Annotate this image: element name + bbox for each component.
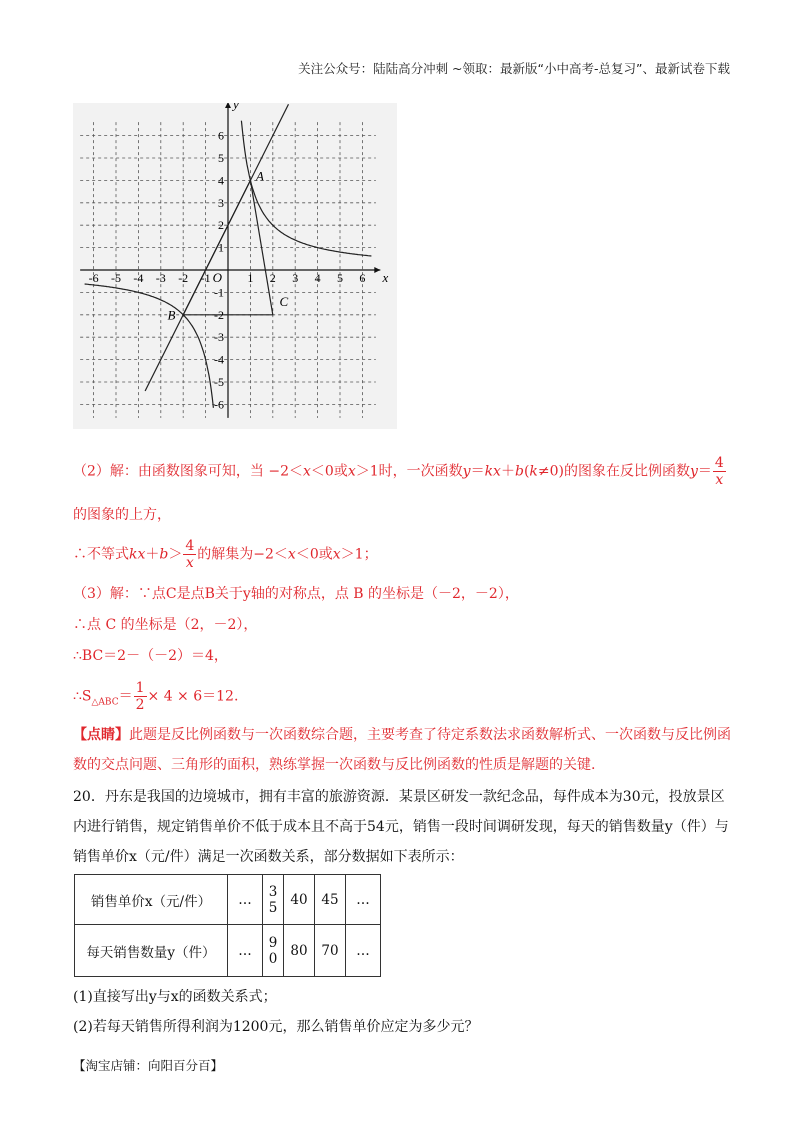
table-cell: 40 xyxy=(284,875,315,925)
y-tick-label: -2 xyxy=(214,307,224,322)
y-axis-label: y xyxy=(233,103,239,112)
question-1: (1)直接写出y与x的函数关系式； xyxy=(73,989,277,1005)
x-tick-label: -2 xyxy=(178,271,189,285)
y-tick-label: -4 xyxy=(214,352,224,367)
x-tick-label: 5 xyxy=(337,271,343,285)
y-tick-label: -3 xyxy=(214,330,224,345)
table-cell: 90 xyxy=(263,925,284,977)
x-tick-label: 3 xyxy=(292,271,299,285)
solution-part2-line2: 的图象的上方， xyxy=(73,507,171,523)
problem-20-text: 20．丹东是我国的边境城市，拥有丰富的旅游资源．某景区研发一款纪念品，每件成本为30元，投放景区内进行销售，规定销售单价不低于成本且不高于54元，销售一段时间调研发现，每天的销售数量y（件）与销售单价x（元/件）满足一次函数关系，部分数据如下表所示： xyxy=(73,789,729,865)
solution-part3-line3: ∴BC＝2－（－2）＝4， xyxy=(73,648,228,664)
y-tick-label: 2 xyxy=(218,218,224,233)
y-tick-label: 3 xyxy=(218,195,224,210)
point-a-label: A xyxy=(256,168,264,184)
x-tick-label: -1 xyxy=(200,271,211,285)
x-tick-label: 6 xyxy=(359,271,366,285)
table-cell: 45 xyxy=(315,875,346,925)
table-cell: 80 xyxy=(284,925,315,977)
y-tick-label: -5 xyxy=(214,375,224,389)
y-tick-label: 6 xyxy=(218,128,224,143)
solution-part2-line1: （2）解：由函数图象可知，当 −2＜x＜0或x＞1时，一次函数y＝kx＋b(k≠0)的图象在反比例函数y＝ $\frac{4}{x}$ xyxy=(73,455,724,488)
hyperbola-branch-2 xyxy=(85,284,214,408)
table-cell: … xyxy=(228,925,263,977)
y-tick-label: 4 xyxy=(218,173,224,188)
question-2: (2)若每天销售所得利润为1200元，那么销售单价应定为多少元？ xyxy=(73,1019,479,1035)
table-row xyxy=(75,875,381,925)
x-tick-label: 2 xyxy=(269,271,276,285)
x-tick-label: 1 xyxy=(247,271,254,285)
x-tick-label: -6 xyxy=(88,271,99,285)
solution-inequality: ∴不等式kx＋b＞ $\frac{4}{x}$ 的解集为−2＜x＜0或x＞1； xyxy=(73,538,378,571)
x-tick-label: -5 xyxy=(111,271,121,285)
page-header: 关注公众号：陆陆高分冲刺 ~领取：最新版“小中高考-总复习”、最新试卷下载 xyxy=(298,61,730,76)
x-tick-label: -4 xyxy=(133,271,144,285)
table-cell: 70 xyxy=(315,925,346,977)
solution-part3-area: $\therefore S_{\triangle ABC}=$ $\frac{1}{2}$ × 4 × 6＝12. xyxy=(73,680,239,713)
solution-part3-line1: （3）解：∵点C是点B关于y轴的对称点，点 B 的坐标是（－2，－2）， xyxy=(73,586,519,602)
solution-part3-line2: ∴点 C 的坐标是（2，－2）， xyxy=(73,617,258,633)
x-tick-label: 4 xyxy=(314,271,321,285)
origin-label: O xyxy=(212,270,222,285)
table-row xyxy=(75,925,381,977)
table-cell: 每天销售数量y（件） xyxy=(75,925,228,977)
point-b-label: B xyxy=(167,307,176,323)
x-axis-label: x xyxy=(382,270,389,285)
y-tick-label: 1 xyxy=(218,240,224,255)
function-graph xyxy=(73,103,397,429)
y-tick-label: 5 xyxy=(218,151,224,165)
y-tick-label: -1 xyxy=(214,285,224,300)
x-tick-label: -3 xyxy=(155,271,166,285)
y-axis-arrow xyxy=(225,103,231,108)
data-table xyxy=(74,874,381,977)
graph-svg xyxy=(73,103,397,429)
table-cell: 销售单价x（元/件） xyxy=(75,875,228,925)
point-c-label: C xyxy=(279,293,289,309)
page-footer: 【淘宝店铺：向阳百分百】 xyxy=(73,1058,224,1073)
x-axis-arrow xyxy=(374,267,380,273)
comment-block xyxy=(73,720,733,780)
hyperbola-branch-1 xyxy=(241,121,371,256)
table-cell: 35 xyxy=(263,875,284,925)
table-cell: … xyxy=(346,875,381,925)
table-cell: … xyxy=(346,925,381,977)
y-tick-label: -6 xyxy=(214,397,224,412)
comment-tag: 【点睛】 xyxy=(73,727,129,743)
comment-body: 此题是反比例函数与一次函数综合题，主要考查了待定系数法求函数解析式、一次函数与反比例函数的交点问题、三角形的面积，熟练掌握一次函数与反比例函数的性质是解题的关键. xyxy=(73,727,731,773)
table-cell: … xyxy=(228,875,263,925)
